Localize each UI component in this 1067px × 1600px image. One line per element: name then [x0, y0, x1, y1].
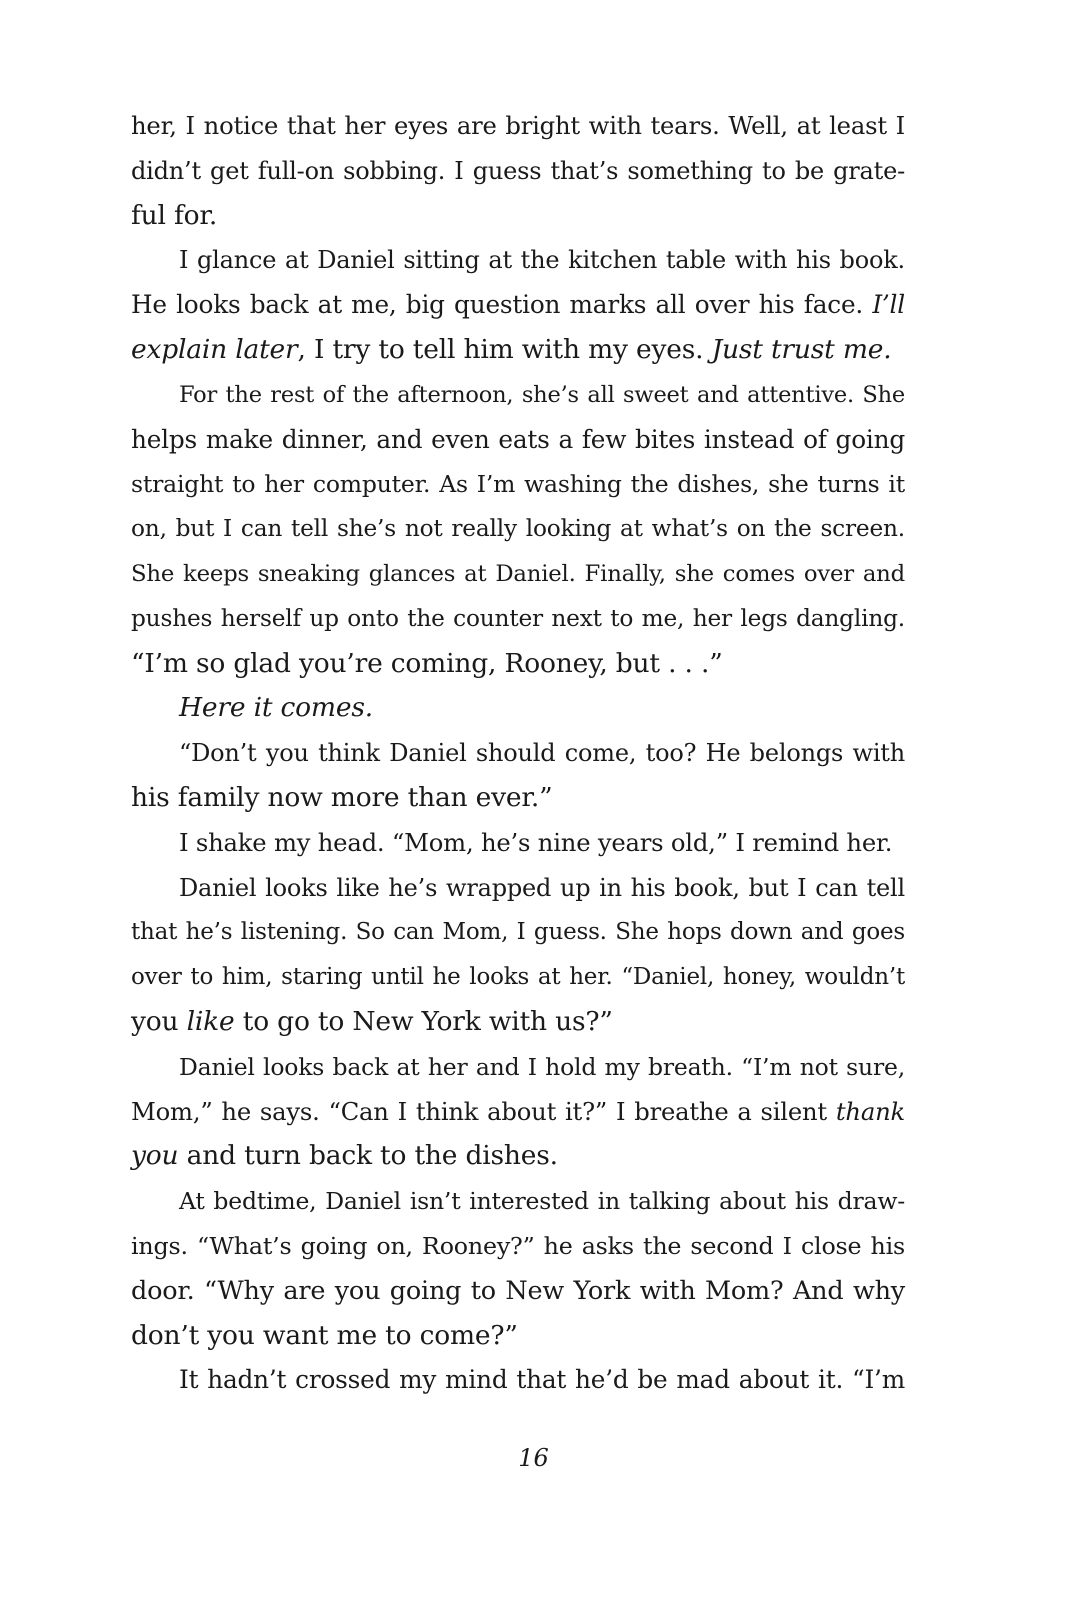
- text-segment: I shake my head. “Mom, he’s nine years old,” I remind her.: [179, 827, 893, 857]
- text-segment: on, but I can tell she’s not really looking at what’s on the screen.: [131, 515, 905, 543]
- text-segment: door. “Why are you going to New York with Mom? And why: [131, 1275, 905, 1306]
- text-segment: pushes herself up onto the counter next to me, her legs dangling.: [131, 604, 905, 632]
- text-segment: that he’s listening. So can Mom, I guess. She hops down and goes: [131, 919, 905, 946]
- text-segment: ings. “What’s going on, Rooney?” he asks the second I close his: [131, 1231, 905, 1260]
- text-line: [131, 552, 905, 597]
- text-line: [131, 776, 905, 821]
- text-segment: her, I notice that her eyes are bright with tears. Well, at least I: [131, 111, 905, 140]
- text-line: [131, 194, 905, 239]
- text-line: [131, 418, 905, 463]
- text-segment: didn’t get full-on sobbing. I guess that’s something to be grate-: [131, 156, 905, 185]
- text-segment: straight to her computer. As I’m washing the dishes, she turns it: [131, 470, 905, 499]
- text-segment: I glance at Daniel sitting at the kitchen table with his book.: [179, 246, 905, 275]
- text-segment: to go to New York with us?”: [234, 1005, 613, 1037]
- text-segment: Daniel looks back at her and I hold my breath. “I’m not sure,: [179, 1052, 905, 1081]
- text-line: [131, 1000, 905, 1045]
- text-line: [131, 686, 905, 731]
- text-segment: “I’m so glad you’re coming, Rooney, but . . .”: [131, 647, 723, 679]
- text-line: [131, 597, 905, 642]
- text-line: [131, 1134, 905, 1179]
- text-segment: Mom,” he says. “Can I think about it?” I breathe a silent: [131, 1096, 836, 1126]
- text-line: [131, 955, 905, 1000]
- text-segment: ful for.: [131, 199, 218, 231]
- text-segment: and turn back to the dishes.: [178, 1140, 558, 1172]
- text-line: [131, 731, 905, 776]
- italic-text: thank: [835, 1096, 905, 1126]
- text-line: [131, 1179, 905, 1224]
- italic-text: you: [131, 1140, 179, 1172]
- text-line: [131, 1090, 905, 1135]
- page-number: 16: [518, 1444, 549, 1472]
- text-line: [131, 821, 905, 866]
- text-line: [131, 328, 905, 373]
- text-line: [131, 642, 905, 687]
- text-segment: Daniel looks like he’s wrapped up in his book, but I can tell: [179, 873, 905, 902]
- text-segment: “Don’t you think Daniel should come, too? He belongs with: [179, 739, 905, 768]
- text-line: [131, 1224, 905, 1269]
- italic-text: Here it comes.: [179, 692, 373, 724]
- text-line: [131, 866, 905, 911]
- text-segment: you: [131, 1005, 187, 1037]
- text-line: [131, 1314, 905, 1359]
- italic-text: I’ll: [872, 290, 905, 320]
- text-line: [131, 507, 905, 552]
- text-line: [131, 238, 905, 283]
- text-segment: It hadn’t crossed my mind that he’d be mad about it. “I’m: [179, 1365, 905, 1395]
- text-line: [131, 283, 905, 328]
- italic-text: Just trust me.: [711, 333, 892, 365]
- text-segment: She keeps sneaking glances at Daniel. Finally, she comes over and: [131, 560, 905, 587]
- text-line: [131, 104, 905, 149]
- text-line: [131, 462, 905, 507]
- text-segment: his family now more than ever.”: [131, 781, 553, 813]
- text-segment: At bedtime, Daniel isn’t interested in talking about his draw-: [179, 1187, 905, 1216]
- text-line: [131, 1269, 905, 1314]
- text-line: [131, 910, 905, 955]
- text-segment: over to him, staring until he looks at her. “Daniel, honey, wouldn’t: [131, 964, 905, 991]
- italic-text: explain later: [131, 333, 298, 365]
- text-segment: For the rest of the afternoon, she’s all sweet and attentive. She: [179, 381, 905, 408]
- text-segment: helps make dinner, and even eats a few bites instead of going: [131, 424, 905, 454]
- text-line: [131, 373, 905, 418]
- text-segment: He looks back at me, big question marks all over his face.: [131, 290, 873, 320]
- text-line: [131, 1358, 905, 1403]
- page-body-text: [131, 104, 905, 1403]
- text-segment: , I try to tell him with my eyes.: [297, 333, 712, 365]
- text-line: [131, 1045, 905, 1090]
- italic-text: like: [186, 1005, 235, 1037]
- text-line: [131, 149, 905, 194]
- text-segment: don’t you want me to come?”: [131, 1319, 518, 1351]
